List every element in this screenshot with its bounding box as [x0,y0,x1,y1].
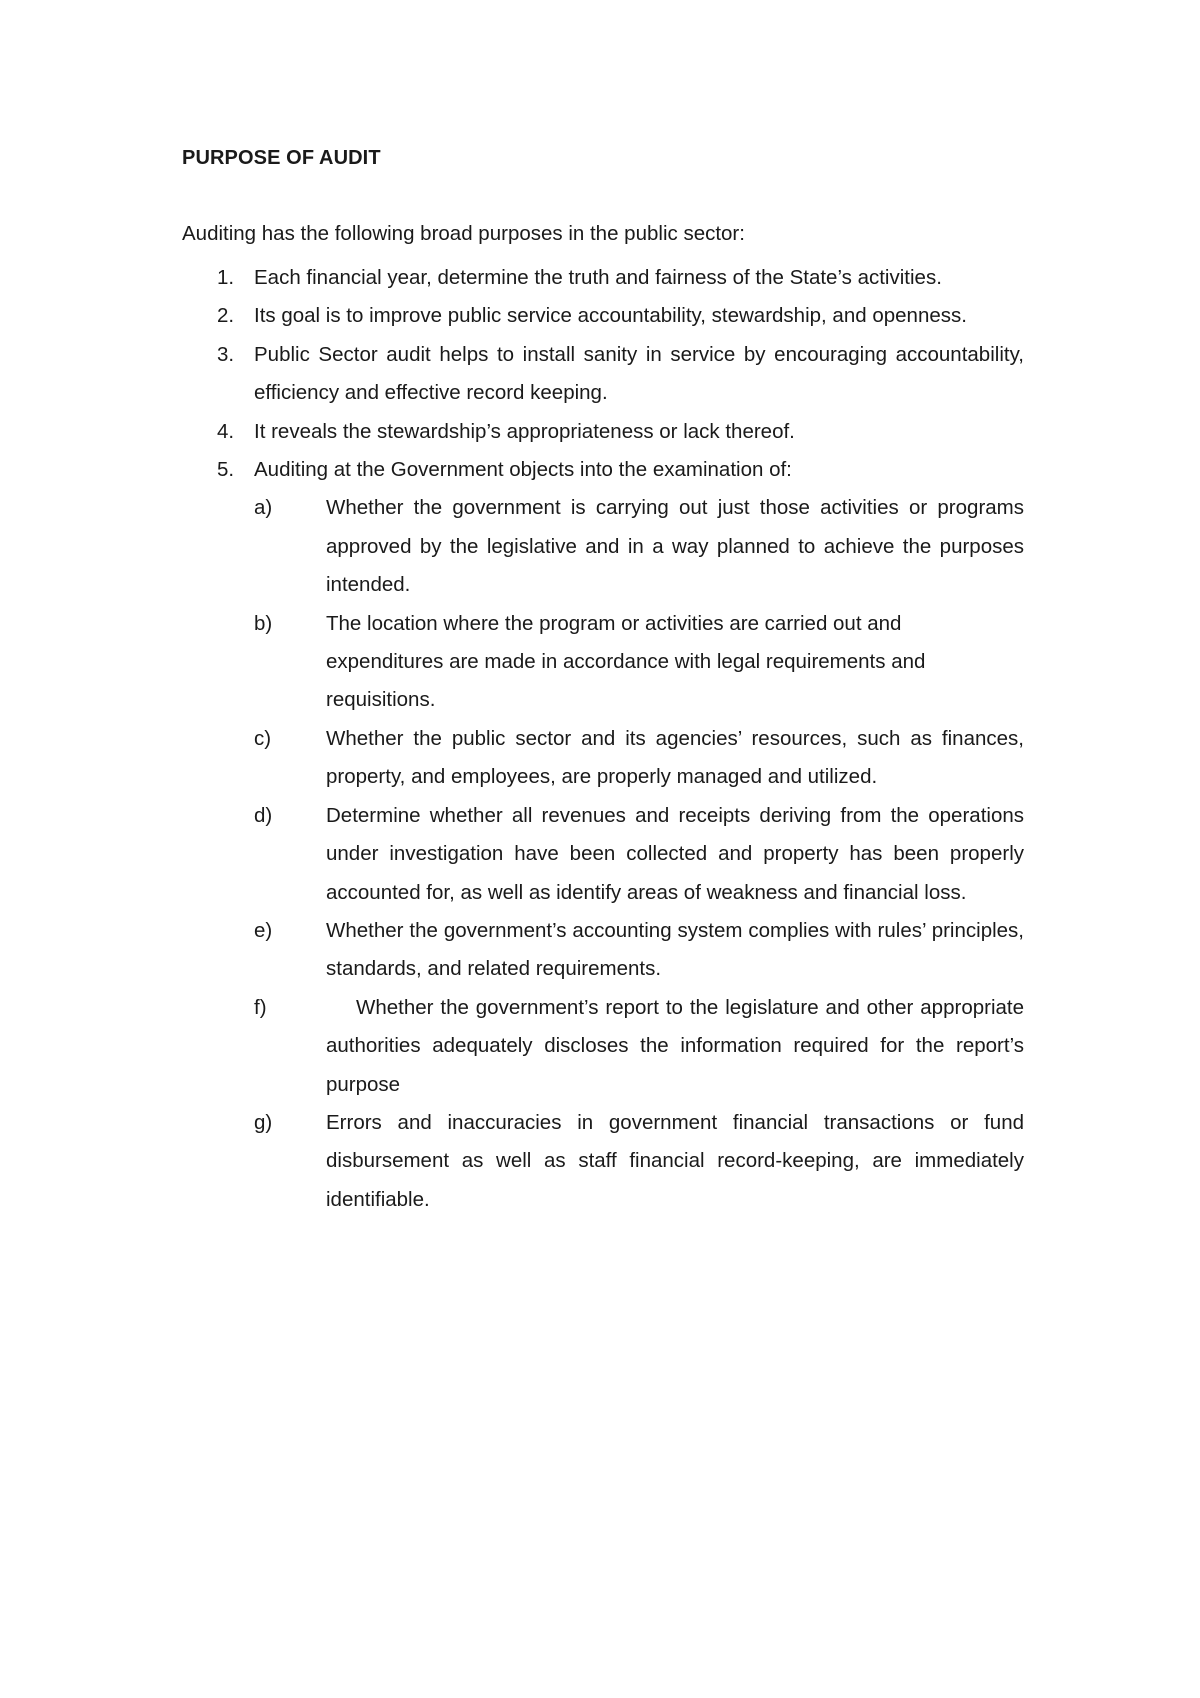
sublist-item-text: Determine whether all revenues and receipts deriving from the operations under investigation have been collected and property has been properly accounted for, as well as identify areas of weakness and financial loss. [326,803,1024,904]
sublist-letter: d) [254,803,273,827]
sublist-item-text: Whether the public sector and its agencies’ resources, such as finances, property, and employees, are properly managed and utilized. [326,726,1024,789]
intro-paragraph: Auditing has the following broad purposes in the public sector: [182,222,745,245]
list-item-1 [182,259,1024,297]
sublist-item-c [254,720,1024,797]
sublist-item-b [254,605,1024,720]
sublist-item-f [254,989,1024,1104]
sublist-item-a [254,489,1024,604]
sublist-item-text: Errors and inaccuracies in government financial transactions or fund disbursement as well as staff financial record-keeping, are immediately identifiable. [326,1110,1024,1211]
sublist-item-g [254,1104,1024,1219]
list-item-3 [182,336,1024,413]
list-item-text: It reveals the stewardship’s appropriateness or lack thereof. [254,419,795,443]
list-number: 5. [217,458,235,482]
list-item-text: Its goal is to improve public service accountability, stewardship, and openness. [254,304,967,328]
sublist-letter: a) [254,496,273,520]
sublist-letter: b) [254,611,273,635]
list-number: 1. [217,266,235,289]
sublist-item-text: The location where the program or activities are carried out and expenditures are made in accordance with legal requirements and requisitions. [326,611,926,712]
sublist-letter: f) [254,995,267,1019]
list-item-2 [182,297,1024,335]
sublist-item-text: Whether the government is carrying out just those activities or programs approved by the legislative and in a way planned to achieve the purposes intended. [326,496,1024,597]
sublist-item-e [254,912,1024,989]
list-item-text: Auditing at the Government objects into the examination of: [254,458,792,482]
list-item-4 [182,413,1024,451]
list-number: 2. [217,304,235,328]
sublist-letter: g) [254,1110,273,1134]
sublist-item-text: Whether the government’s accounting system complies with rules’ principles, standards, and related requirements. [326,918,1024,981]
list-item-5 [182,451,1024,1219]
examination-sublist [254,489,1024,1219]
sublist-item-text: Whether the government’s report to the legislature and other appropriate authorities adequately discloses the information required for the report’s purpose [326,995,1024,1096]
purpose-list [182,259,1024,1219]
document-title: PURPOSE OF AUDIT [182,147,381,169]
sublist-item-d [254,797,1024,912]
list-number: 3. [217,342,235,366]
list-item-text: Public Sector audit helps to install sanity in service by encouraging accountability, efficiency and effective record keeping. [254,342,1024,405]
list-item-text: Each financial year, determine the truth and fairness of the State’s activities. [254,266,942,289]
sublist-letter: e) [254,918,273,942]
list-number: 4. [217,419,235,443]
sublist-letter: c) [254,726,272,750]
